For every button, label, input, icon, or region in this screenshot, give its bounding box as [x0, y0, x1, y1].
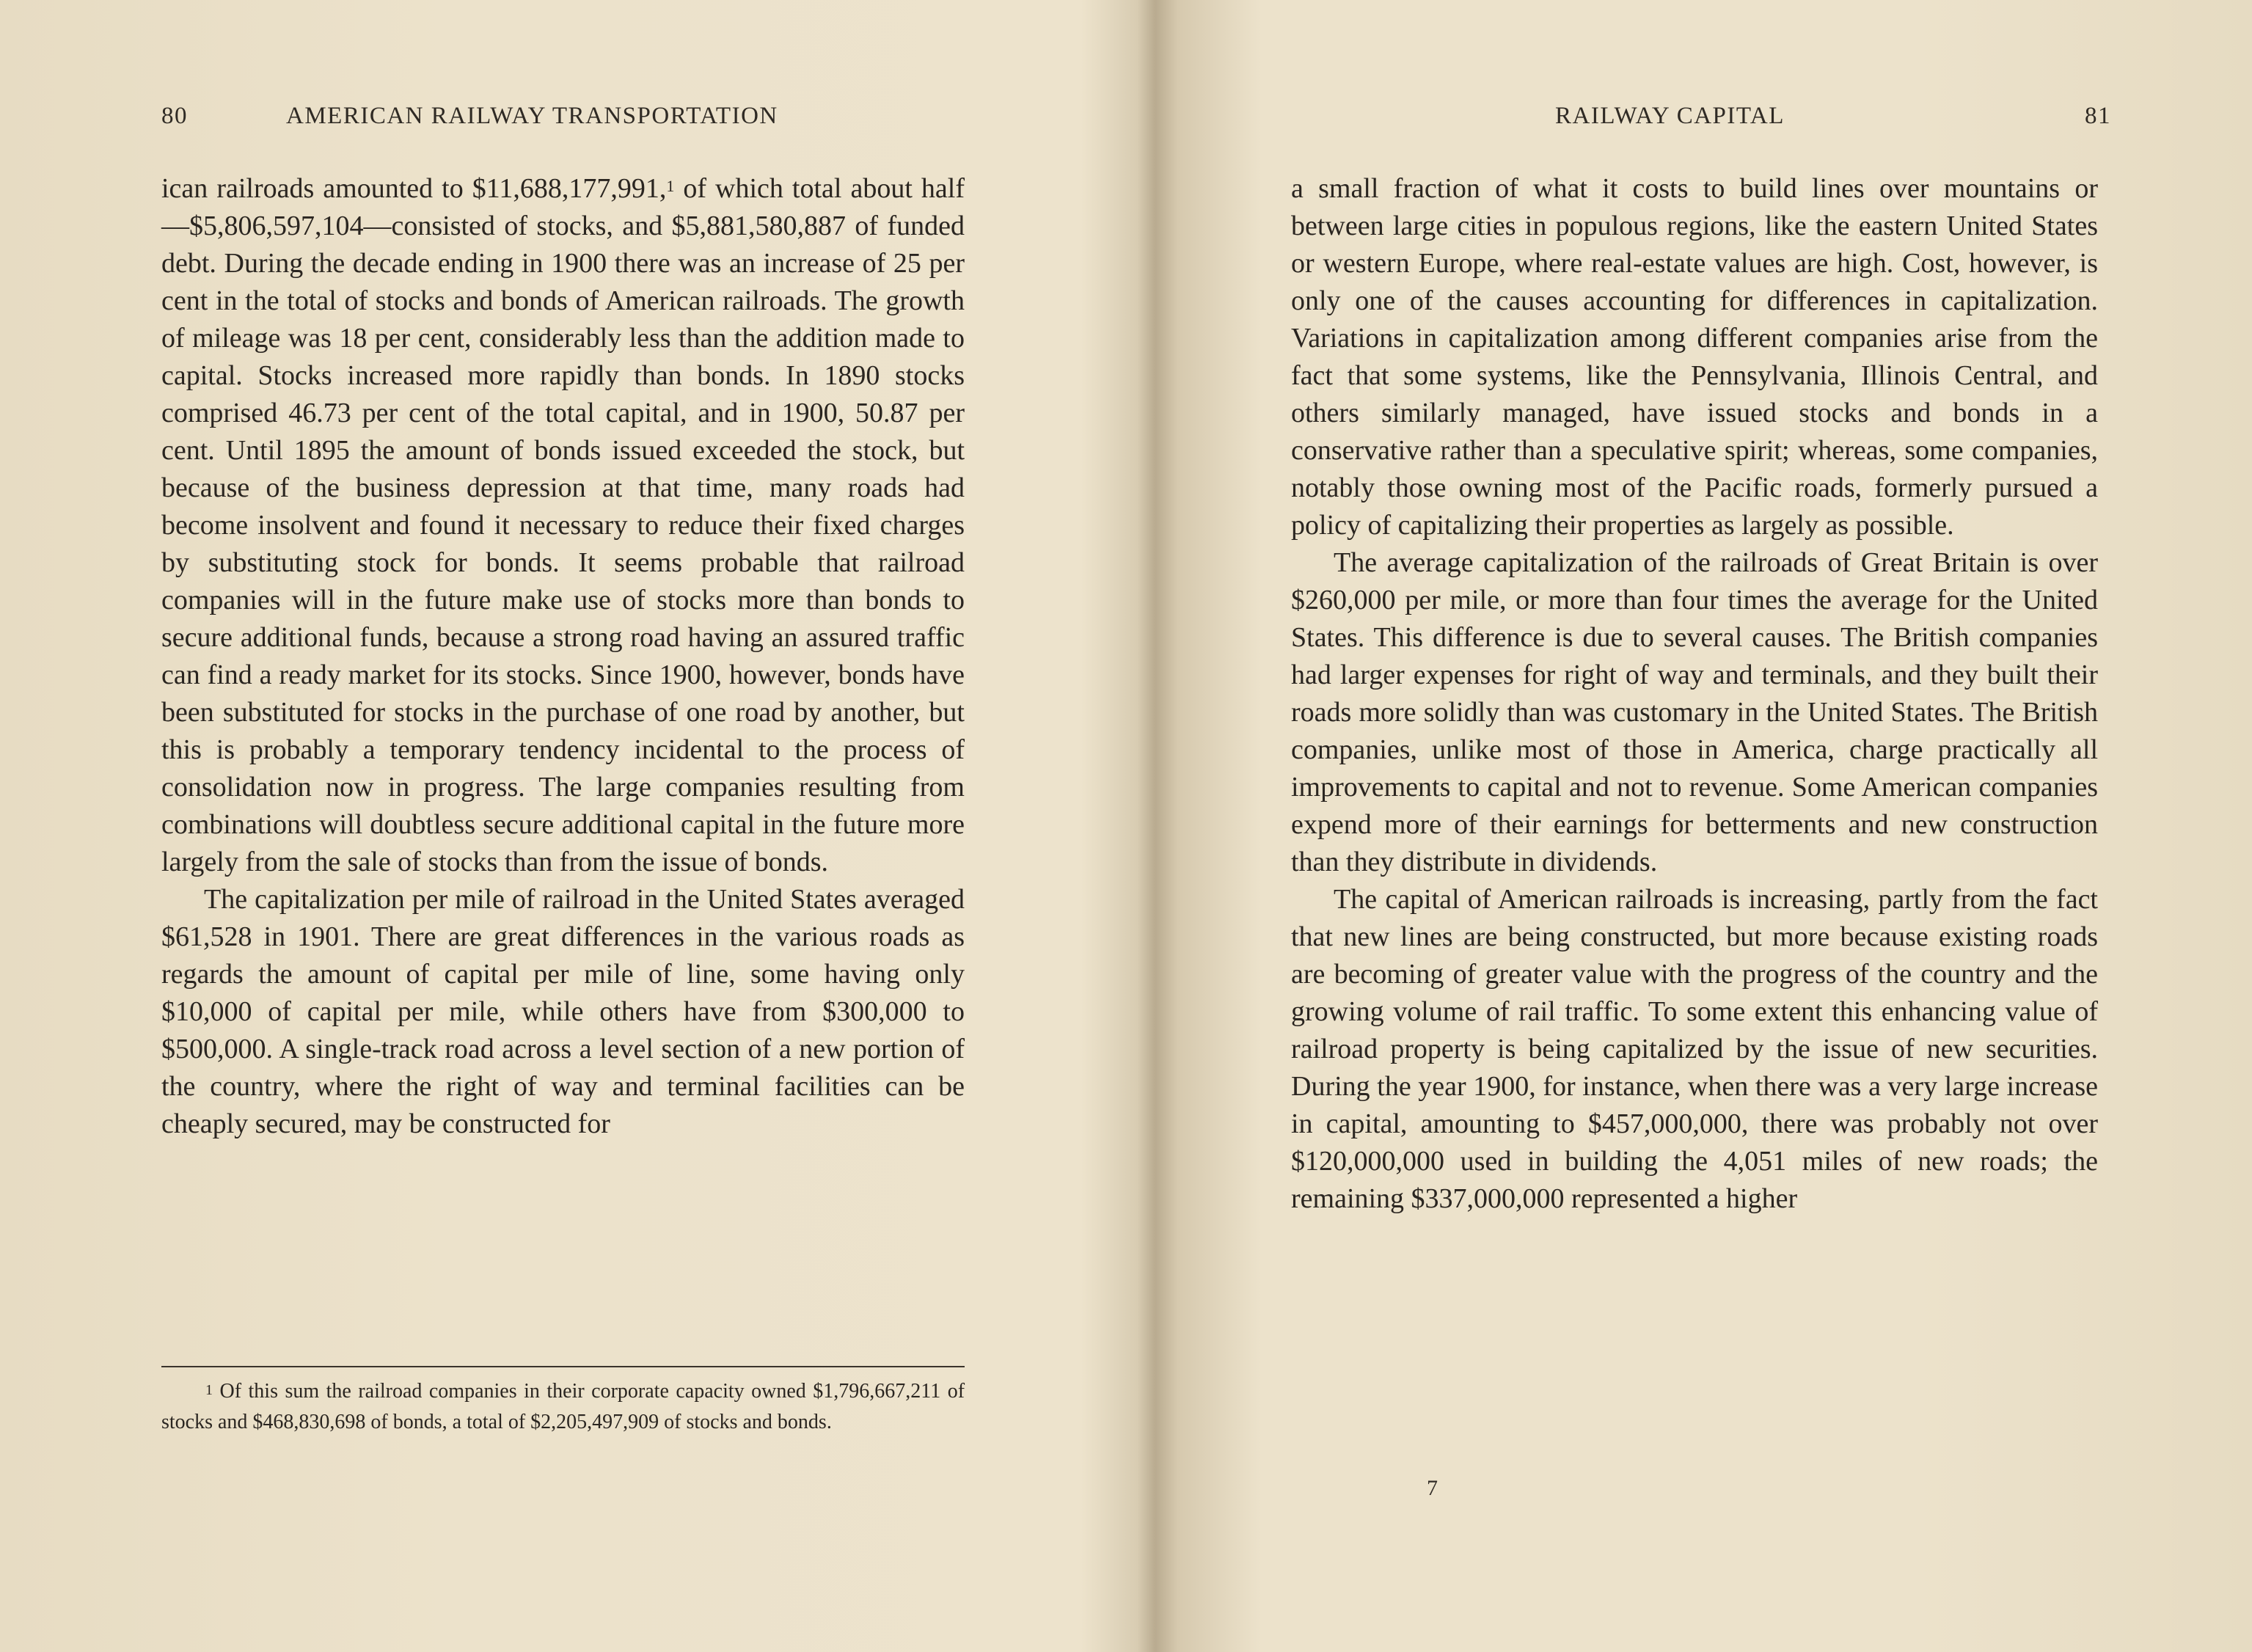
right-page — [1126, 0, 2252, 1652]
right-paragraph-1: a small fraction of what it costs to build lines over mountains or between large cities in populous regions, like the eastern United States or western Europe, where real-estate values are high. Cost, however, is only one of the causes accounting for differences in capitalization. Variations in capitalization among different companies arise from the fact that some systems, like the Pennsylvania, Illinois Central, and others similarly managed, have issued stocks and bonds in a conservative rather than a speculative spirit; whereas, some companies, notably those owning most of the Pacific roads, formerly pursued a policy of capitalizing their properties as largely as possible. — [1291, 173, 2098, 541]
left-body-text — [161, 170, 965, 1143]
left-running-head: AMERICAN RAILWAY TRANSPORTATION — [286, 103, 778, 129]
footnote-marker: 1 — [205, 1382, 213, 1398]
left-page-number: 80 — [161, 103, 188, 129]
signature-mark: 7 — [1427, 1476, 1438, 1500]
footnote-rule — [161, 1366, 965, 1367]
left-paragraph-1-start: ican railroads amounted to $11,688,177,991, — [161, 173, 667, 204]
left-paragraph-2: The capitalization per mile of railroad in the United States averaged $61,528 in 1901. There are great differences in the various roads as regards the amount of capital per mile of line, some having only $10,000 of capital per mile, while others have from $300,000 to $500,000. A single-track road across a level section of a new portion of the country, where the right of way and terminal facilities can be cheaply secured, may be constructed for — [161, 884, 965, 1139]
left-paragraph-1-rest: of which total about half—$5,806,597,104—consisted of stocks, and $5,881,580,887 of funded debt. During the decade ending in 1900 there was an increase of 25 per cent in the total of stocks and bonds of American railroads. The growth of mileage was 18 per cent, considerably less than the addition made to capital. Stocks increased more rapidly than bonds. In 1890 stocks comprised 46.73 per cent of the total capital, and in 1900, 50.87 per cent. Until 1895 the amount of bonds issued exceeded the stock, but because of the business depression at that time, many roads had become insolvent and found it necessary to reduce their fixed charges by substituting stock for bonds. It seems probable that railroad companies will in the future make use of stocks more than bonds to secure additional funds, because a strong road having an assured traffic can find a ready market for its stocks. Since 1900, however, bonds have been substituted for stocks in the purchase of one road by another, but this is probably a temporary tendency incidental to the process of consolidation now in progress. The large companies resulting from combinations will doubtless secure additional capital in the future more largely from the sale of stocks than from the issue of bonds. — [161, 173, 965, 877]
right-paragraph-3: The capital of American railroads is increasing, partly from the fact that new lines are being constructed, but more because existing roads are becoming of greater value with the progress of the country and the growing volume of rail traffic. To some extent this enhancing value of railroad property is being capitalized by the issue of new securities. During the year 1900, for instance, when there was a very large increase in capital, amounting to $457,000,000, there was probably not over $120,000,000 used in building the 4,051 miles of new roads; the remaining $337,000,000 represented a higher — [1291, 884, 2098, 1214]
left-footnote — [161, 1376, 965, 1438]
right-page-number: 81 — [2085, 103, 2111, 129]
footnote-reference: 1 — [666, 177, 675, 195]
right-body-text — [1291, 170, 2098, 1218]
footnote-text: Of this sum the railroad companies in their corporate capacity owned $1,796,667,211 of stocks and $468,830,698 of bonds, a total of $2,205,497,909 of stocks and bonds. — [161, 1380, 965, 1433]
left-paragraph-1 — [161, 170, 965, 881]
right-paragraph-2: The average capitalization of the railroads of Great Britain is over $260,000 per mile, or more than four times the average for the United States. This difference is due to several causes. The British companies had larger expenses for right of way and terminals, and they built their roads more solidly than was customary in the United States. The British companies, unlike most of those in America, charge practically all improvements to capital and not to revenue. Some American companies expend more of their earnings for betterments and new construction than they distribute in dividends. — [1291, 547, 2098, 877]
right-running-head: RAILWAY CAPITAL — [1555, 103, 1785, 129]
